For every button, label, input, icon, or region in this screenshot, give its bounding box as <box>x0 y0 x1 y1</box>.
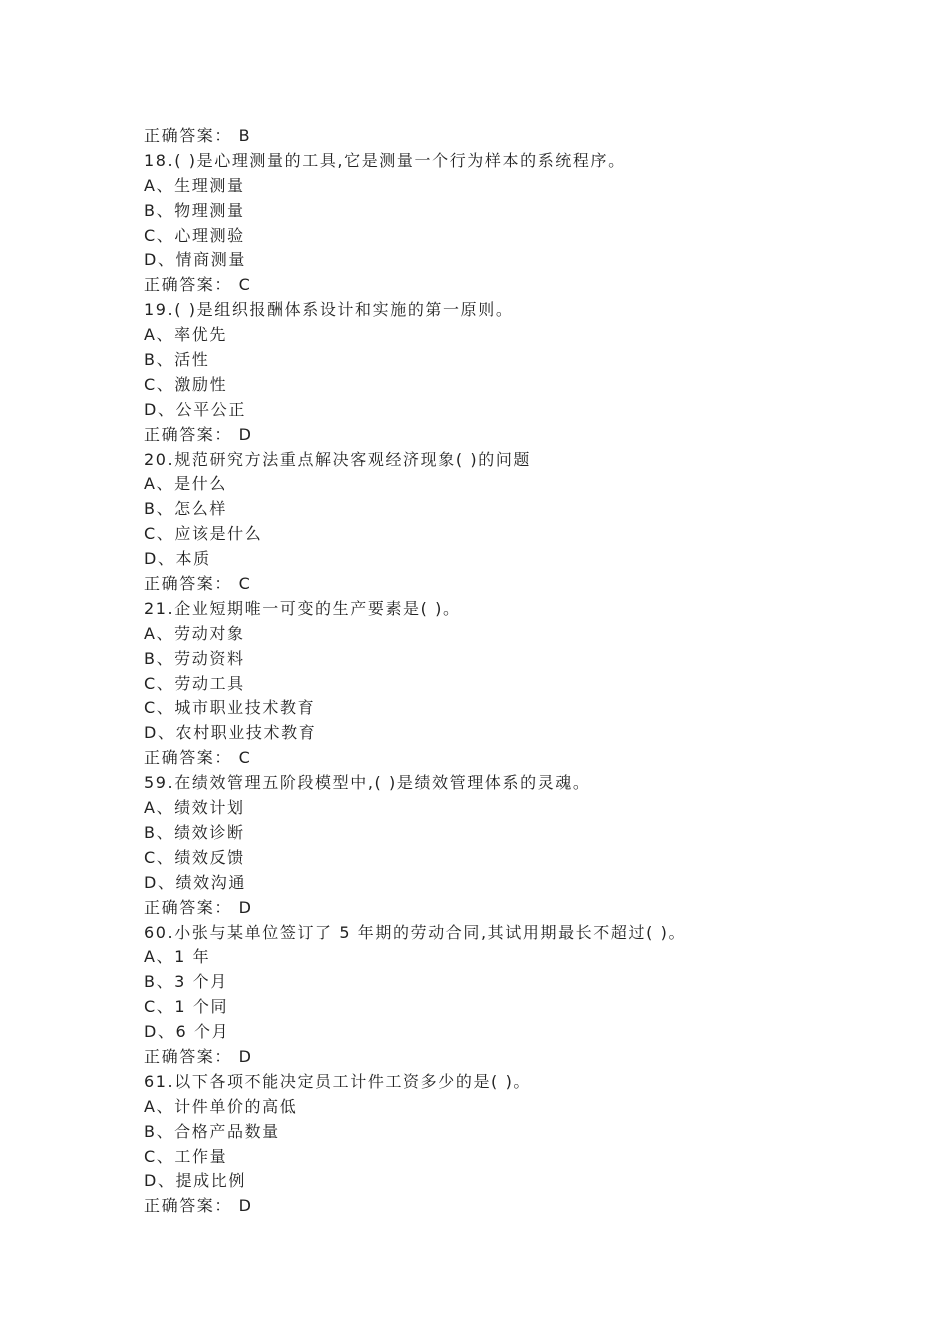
option-line: A、1 年 <box>144 947 211 967</box>
question-61: 61.以下各项不能决定员工计件工资多少的是( )。 <box>144 1071 532 1091</box>
answer-line: 正确答案： D <box>144 897 253 917</box>
option-line: A、绩效计划 <box>144 798 245 818</box>
question-60: 60.小张与某单位签订了 5 年期的劳动合同,其试用期最长不超过( )。 <box>144 922 687 942</box>
option-line: A、劳动对象 <box>144 623 245 643</box>
answer-line: 正确答案： D <box>144 424 253 444</box>
option-line: C、心理测验 <box>144 225 245 245</box>
option-line: D、绩效沟通 <box>144 872 246 892</box>
option-line: D、6 个月 <box>144 1022 230 1042</box>
option-line: B、劳动资料 <box>144 648 245 668</box>
option-line: A、计件单价的高低 <box>144 1096 298 1116</box>
option-line: D、本质 <box>144 549 211 569</box>
answer-line: 正确答案： C <box>144 748 252 768</box>
option-line: A、是什么 <box>144 474 227 494</box>
option-line: B、活性 <box>144 350 210 370</box>
question-59: 59.在绩效管理五阶段模型中,( )是绩效管理体系的灵魂。 <box>144 773 591 793</box>
answer-line: 正确答案： C <box>144 574 252 594</box>
option-line: B、怎么样 <box>144 499 227 519</box>
answer-line: 正确答案： B <box>144 126 252 145</box>
option-line: C、1 个同 <box>144 997 229 1017</box>
question-18: 18.( )是心理测量的工具,它是测量一个行为样本的系统程序。 <box>144 150 626 170</box>
answer-line: 正确答案： D <box>144 1046 253 1066</box>
option-line: B、3 个月 <box>144 972 228 992</box>
option-line: A、率优先 <box>144 325 227 345</box>
option-line: C、城市职业技术教育 <box>144 698 316 718</box>
option-line: B、物理测量 <box>144 200 245 220</box>
option-line: C、应该是什么 <box>144 524 263 544</box>
question-19: 19.( )是组织报酬体系设计和实施的第一原则。 <box>144 300 514 320</box>
option-line: D、提成比例 <box>144 1171 246 1191</box>
answer-line: 正确答案： D <box>144 1196 253 1216</box>
option-line: B、合格产品数量 <box>144 1121 280 1141</box>
question-21: 21.企业短期唯一可变的生产要素是( )。 <box>144 598 461 618</box>
option-line: D、情商测量 <box>144 250 246 270</box>
question-list <box>144 124 884 1219</box>
option-line: A、生理测量 <box>144 175 245 195</box>
option-line: C、工作量 <box>144 1146 228 1166</box>
answer-line: 正确答案： C <box>144 275 252 295</box>
option-line: C、绩效反馈 <box>144 847 245 867</box>
question-20: 20.规范研究方法重点解决客观经济现象( )的问题 <box>144 449 532 469</box>
option-line: D、公平公正 <box>144 399 246 419</box>
option-line: B、绩效诊断 <box>144 822 245 842</box>
option-line: C、激励性 <box>144 374 228 394</box>
option-line: D、农村职业技术教育 <box>144 723 317 743</box>
option-line: C、劳动工具 <box>144 673 245 693</box>
